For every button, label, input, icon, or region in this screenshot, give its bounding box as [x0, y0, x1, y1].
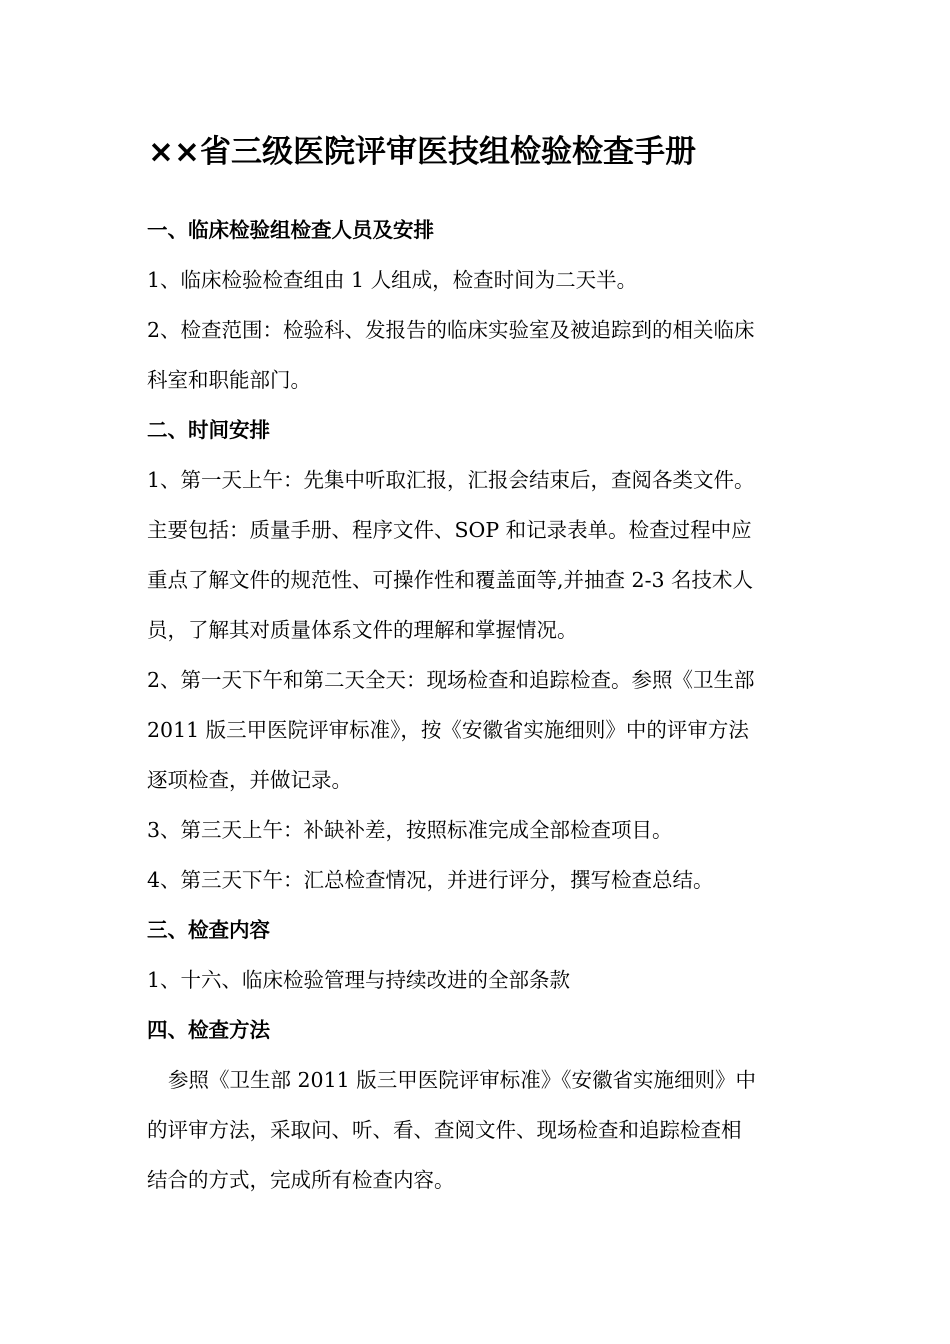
paragraph-line: 员，了解其对质量体系文件的理解和掌握情况。 — [147, 618, 578, 642]
paragraph-line: 主要包括：质量手册、程序文件、SOP 和记录表单。检查过程中应 — [147, 518, 752, 542]
document-title: ××省三级医院评审医技组检验检查手册 — [148, 134, 696, 170]
paragraph-line: 2011 版三甲医院评审标准》，按《安徽省实施细则》中的评审方法 — [147, 718, 749, 742]
paragraph-line: 科室和职能部门。 — [147, 368, 311, 392]
paragraph-line: 2、第一天下午和第二天全天：现场检查和追踪检查。参照《卫生部 — [147, 668, 755, 692]
paragraph-line: 的评审方法，采取问、听、看、查阅文件、现场检查和追踪检查相 — [147, 1118, 742, 1142]
paragraph-line: 结合的方式，完成所有检查内容。 — [147, 1168, 455, 1192]
paragraph-line: 1、第一天上午：先集中听取汇报，汇报会结束后，查阅各类文件。 — [147, 468, 755, 492]
paragraph-line: 3、第三天上午：补缺补差，按照标准完成全部检查项目。 — [147, 818, 673, 842]
paragraph-line: 2、检查范围：检验科、发报告的临床实验室及被追踪到的相关临床 — [147, 318, 755, 342]
document-body — [147, 205, 809, 1205]
paragraph-line: 1、临床检验检查组由 1 人组成，检查时间为二天半。 — [147, 268, 638, 292]
section-heading-schedule: 二、时间安排 — [147, 418, 270, 442]
paragraph-line: 4、第三天下午：汇总检查情况，并进行评分，撰写检查总结。 — [147, 868, 714, 892]
paragraph-line: 1、十六、临床检验管理与持续改进的全部条款 — [147, 968, 571, 992]
paragraph-line: 逐项检查，并做记录。 — [147, 768, 352, 792]
paragraph-line: 参照《卫生部 2011 版三甲医院评审标准》《安徽省实施细则》中 — [168, 1068, 756, 1092]
section-heading-method: 四、检查方法 — [147, 1018, 270, 1042]
section-heading-content: 三、检查内容 — [147, 918, 270, 942]
section-heading-personnel: 一、临床检验组检查人员及安排 — [147, 218, 434, 242]
paragraph-line: 重点了解文件的规范性、可操作性和覆盖面等,并抽查 2-3 名技术人 — [147, 568, 754, 592]
